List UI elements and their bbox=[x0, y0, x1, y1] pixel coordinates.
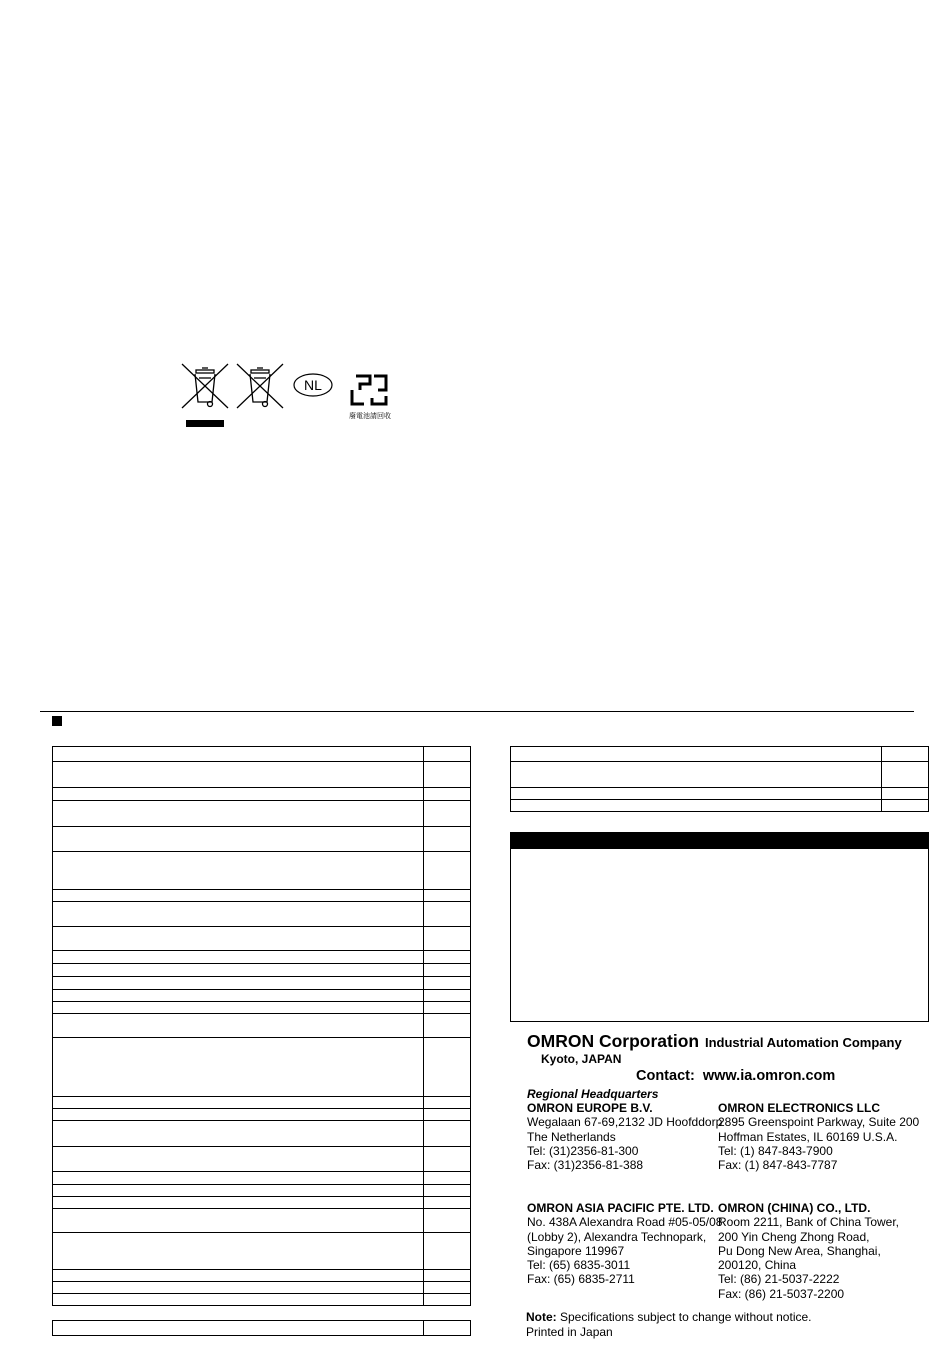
footer-note bbox=[526, 1310, 812, 1324]
office-address-line: Room 2211, Bank of China Tower, bbox=[718, 1215, 899, 1230]
table-row bbox=[53, 1109, 471, 1121]
company-division: Industrial Automation Company bbox=[705, 1035, 902, 1050]
battery-recycle-icon bbox=[346, 372, 396, 422]
office-asia-pacific bbox=[527, 1201, 722, 1287]
office-address-line: Singapore 119967 bbox=[527, 1243, 625, 1258]
table-row bbox=[53, 1270, 471, 1282]
table-row bbox=[53, 990, 471, 1002]
table-row bbox=[53, 852, 471, 890]
office-china bbox=[718, 1201, 899, 1301]
table-row bbox=[511, 800, 929, 812]
office-america bbox=[718, 1101, 919, 1172]
table-row bbox=[53, 747, 471, 762]
table-row bbox=[53, 964, 471, 977]
table-row bbox=[53, 1014, 471, 1038]
note-label: Note: bbox=[526, 1310, 557, 1324]
office-fax: Fax: (65) 6835-2711 bbox=[527, 1272, 635, 1287]
office-fax: Fax: (86) 21-5037-2200 bbox=[718, 1286, 845, 1301]
office-address-line: (Lobby 2), Alexandra Technopark, bbox=[527, 1229, 707, 1244]
table-row bbox=[53, 1197, 471, 1209]
office-phone: Tel: (65) 6835-3011 bbox=[527, 1258, 631, 1273]
table-row bbox=[53, 1185, 471, 1197]
section-bullet-icon bbox=[52, 716, 62, 726]
table-row bbox=[53, 1038, 471, 1097]
note-text: Specifications subject to change without notice. bbox=[556, 1310, 812, 1324]
table-row bbox=[53, 762, 471, 788]
office-name: OMRON EUROPE B.V. bbox=[527, 1101, 653, 1115]
company-name: OMRON Corporation bbox=[527, 1031, 700, 1051]
office-name: OMRON (CHINA) CO., LTD. bbox=[718, 1201, 871, 1215]
table-row bbox=[53, 1147, 471, 1172]
office-fax: Fax: (31)2356-81-388 bbox=[527, 1158, 644, 1173]
table-row bbox=[511, 788, 929, 800]
battery-recycle-caption: 廢電池請回收 bbox=[349, 412, 391, 420]
header-bar-box bbox=[510, 832, 929, 1022]
nl-mark-icon bbox=[292, 372, 334, 398]
company-location: Kyoto, JAPAN bbox=[541, 1052, 622, 1066]
table-row bbox=[53, 1097, 471, 1109]
header-bar bbox=[511, 833, 928, 849]
table-row bbox=[53, 1294, 471, 1306]
table-row bbox=[511, 762, 929, 788]
office-name: OMRON ASIA PACIFIC PTE. LTD. bbox=[527, 1201, 714, 1215]
table-row bbox=[53, 1002, 471, 1014]
table-row bbox=[53, 801, 471, 827]
table-row bbox=[511, 747, 929, 762]
office-name: OMRON ELECTRONICS LLC bbox=[718, 1101, 880, 1115]
office-phone: Tel: (1) 847-843-7900 bbox=[718, 1143, 833, 1158]
table-row bbox=[53, 788, 471, 801]
table-row bbox=[53, 1172, 471, 1185]
office-address-line: No. 438A Alexandra Road #05-05/08 bbox=[527, 1215, 723, 1230]
office-address-line: Pu Dong New Area, Shanghai, bbox=[718, 1243, 881, 1258]
section-rule bbox=[40, 711, 914, 712]
regional-heading: Regional Headquarters bbox=[527, 1087, 659, 1101]
bottom-table bbox=[52, 1320, 471, 1336]
office-address-line: Hoffman Estates, IL 60169 U.S.A. bbox=[718, 1129, 898, 1144]
table-row bbox=[53, 977, 471, 990]
office-phone: Tel: (86) 21-5037-2222 bbox=[718, 1272, 840, 1287]
left-table bbox=[52, 746, 471, 1306]
contact-line bbox=[636, 1068, 835, 1084]
table-row bbox=[53, 890, 471, 902]
office-address-line: The Netherlands bbox=[527, 1129, 616, 1144]
crossed-bin-with-bar-icon bbox=[180, 362, 230, 428]
table-row bbox=[53, 1121, 471, 1147]
table-row bbox=[53, 927, 471, 951]
office-address-line: 200120, China bbox=[718, 1258, 797, 1273]
printed-in: Printed in Japan bbox=[526, 1325, 613, 1339]
table-row bbox=[53, 1233, 471, 1270]
office-address-line: 2895 Greenspoint Parkway, Suite 200 bbox=[718, 1115, 920, 1130]
contact-label: Contact: bbox=[636, 1068, 695, 1084]
table-row bbox=[53, 951, 471, 964]
crossed-bin-icon bbox=[235, 362, 285, 412]
office-europe bbox=[527, 1101, 722, 1172]
table-row bbox=[53, 1209, 471, 1233]
table-row bbox=[53, 1321, 471, 1336]
right-table bbox=[510, 746, 929, 812]
office-fax: Fax: (1) 847-843-7787 bbox=[718, 1158, 838, 1173]
office-address-line: 200 Yin Cheng Zhong Road, bbox=[718, 1229, 870, 1244]
table-row bbox=[53, 1282, 471, 1294]
table-row bbox=[53, 902, 471, 927]
contact-url-link[interactable]: www.ia.omron.com bbox=[702, 1068, 836, 1084]
recycling-symbols bbox=[178, 360, 398, 430]
office-address-line: Wegalaan 67-69,2132 JD Hoofddorp bbox=[527, 1115, 723, 1130]
nl-mark-text: NL bbox=[304, 377, 322, 393]
office-phone: Tel: (31)2356-81-300 bbox=[527, 1143, 639, 1158]
table-row bbox=[53, 827, 471, 852]
